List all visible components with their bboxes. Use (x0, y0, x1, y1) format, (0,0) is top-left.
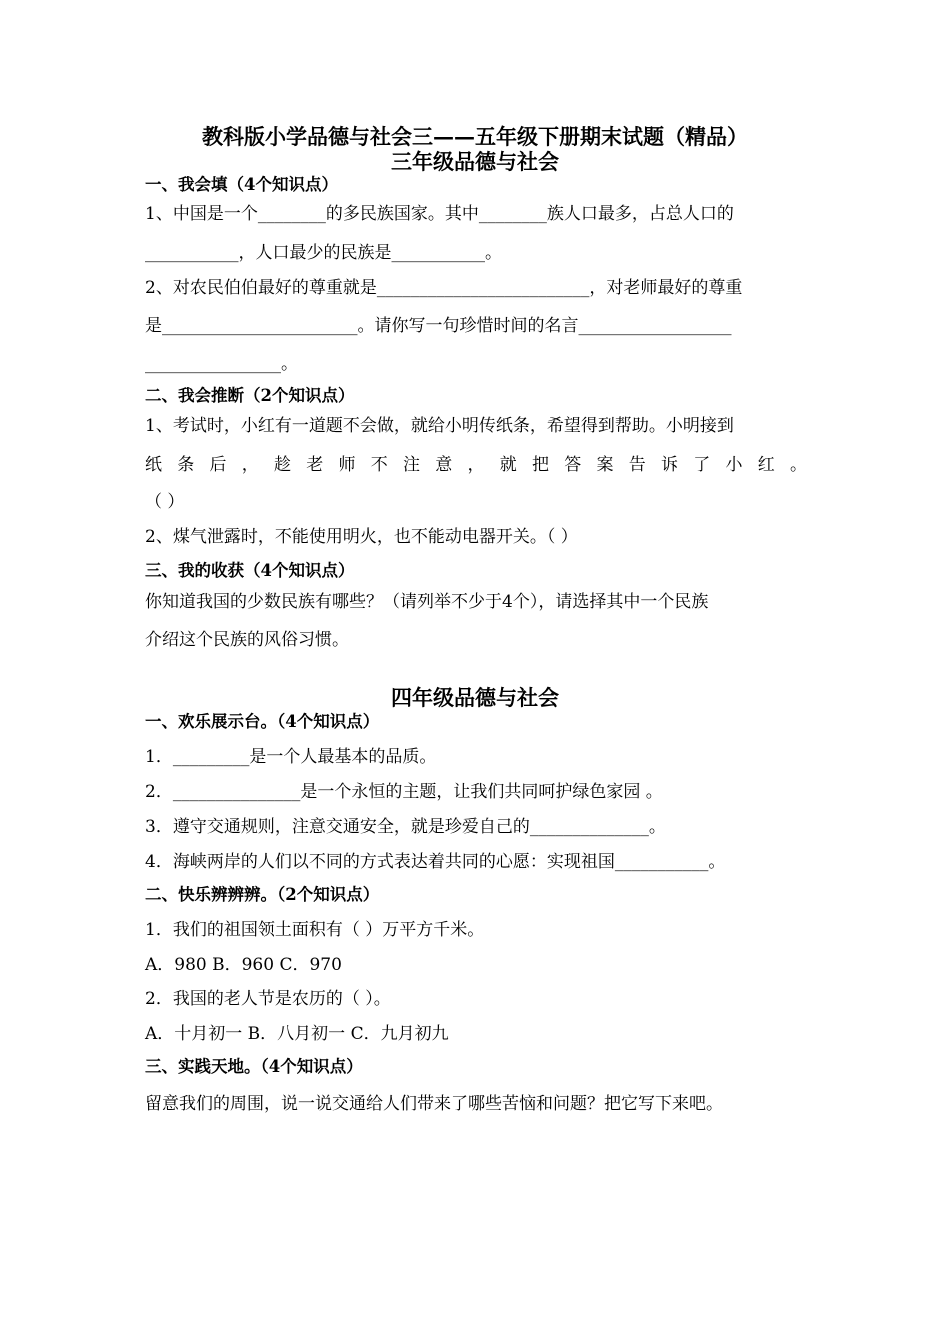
grade3-q1-line1: 1、中国是一个________的多民族国家。其中________族人口最多，占总人口的 (145, 204, 734, 224)
grade3-judge1-line2 (145, 455, 807, 475)
judge1-char: 趁 (274, 455, 291, 475)
grade4-title: 四年级品德与社会 (391, 685, 559, 710)
grade3-section2-heading: 二、我会推断（2个知识点） (145, 386, 355, 405)
judge1-char: ， (241, 455, 259, 475)
grade3-q2-line3: ________________。 (145, 354, 298, 374)
judge1-char: 案 (596, 455, 614, 475)
grade3-title: 三年级品德与社会 (391, 149, 559, 174)
grade4-choice1: 1．我们的祖国领土面积有（ ）万平方千米。 (145, 920, 485, 940)
grade3-judge1-line1: 1、考试时，小红有一道题不会做，就给小明传纸条，希望得到帮助。小明接到 (145, 416, 734, 436)
judge1-char: 。 (790, 455, 807, 475)
judge1-char: 红 (757, 455, 775, 475)
judge1-char: 注 (403, 455, 420, 475)
grade4-section2-heading: 二、快乐辨辨辨。（2个知识点） (145, 885, 380, 904)
judge1-char: 师 (338, 455, 356, 475)
grade3-q2-line1: 2、对农民伯伯最好的尊重就是_________________________，对老师最好的尊重 (145, 278, 743, 298)
grade3-judge1-line3: （ ） (145, 492, 185, 512)
grade4-section3-line: 留意我们的周围，说一说交通给人们带来了哪些苦恼和问题？把它写下来吧。 (145, 1094, 723, 1114)
judge1-char: 把 (532, 455, 549, 475)
grade4-section3-heading: 三、实践天地。（4个知识点） (145, 1057, 363, 1076)
document-title: 教科版小学品德与社会三——五年级下册期末试题（精品） (202, 124, 748, 149)
grade3-section3-line1: 你知道我国的少数民族有哪些？（请列举不少于4个），请选择其中一个民族 (145, 592, 709, 612)
grade3-section3-heading: 三、我的收获（4个知识点） (145, 561, 355, 580)
grade3-section3-line2: 介绍这个民族的风俗习惯。 (145, 630, 349, 650)
grade4-choice2: 2．我国的老人节是农历的（ ）。 (145, 989, 391, 1009)
grade4-choice2-options: A．十月初一 B．八月初一 C．九月初九 (145, 1024, 449, 1044)
grade3-q2-line2: 是_______________________。请你写一句珍惜时间的名言__________________ (145, 316, 732, 336)
grade4-fill3: 3．遵守交通规则，注意交通安全，就是珍爱自己的______________。 (145, 817, 666, 837)
judge1-char: 条 (177, 455, 195, 475)
judge1-char: 意 (435, 455, 453, 475)
judge1-char: 告 (628, 455, 646, 475)
judge1-char: 后 (209, 455, 227, 475)
grade4-choice1-options: A．980 B．960 C．970 (145, 955, 342, 975)
judge1-char: 老 (306, 455, 324, 475)
grade3-section1-heading: 一、我会填（4个知识点） (145, 175, 338, 194)
judge1-char: 就 (499, 455, 517, 475)
grade4-fill2: 2．_______________是一个永恒的主题，让我们共同呵护绿色家园 。 (145, 782, 663, 802)
judge1-char: ， (467, 455, 485, 475)
grade4-fill1: 1．_________是一个人最基本的品质。 (145, 747, 437, 767)
judge1-char: 答 (564, 455, 582, 475)
grade4-fill4: 4．海峡两岸的人们以不同的方式表达着共同的心愿：实现祖国___________。 (145, 852, 726, 872)
judge1-char: 了 (693, 455, 711, 475)
grade4-section1-heading: 一、欢乐展示台。（4个知识点） (145, 712, 380, 731)
judge1-char: 小 (725, 455, 743, 475)
grade3-judge2: 2、煤气泄露时，不能使用明火，也不能动电器开关。（ ） (145, 527, 578, 547)
judge1-char: 纸 (145, 455, 162, 475)
grade3-q1-line2: ___________，人口最少的民族是___________。 (145, 243, 502, 263)
judge1-char: 诉 (661, 455, 678, 475)
judge1-char: 不 (370, 455, 388, 475)
